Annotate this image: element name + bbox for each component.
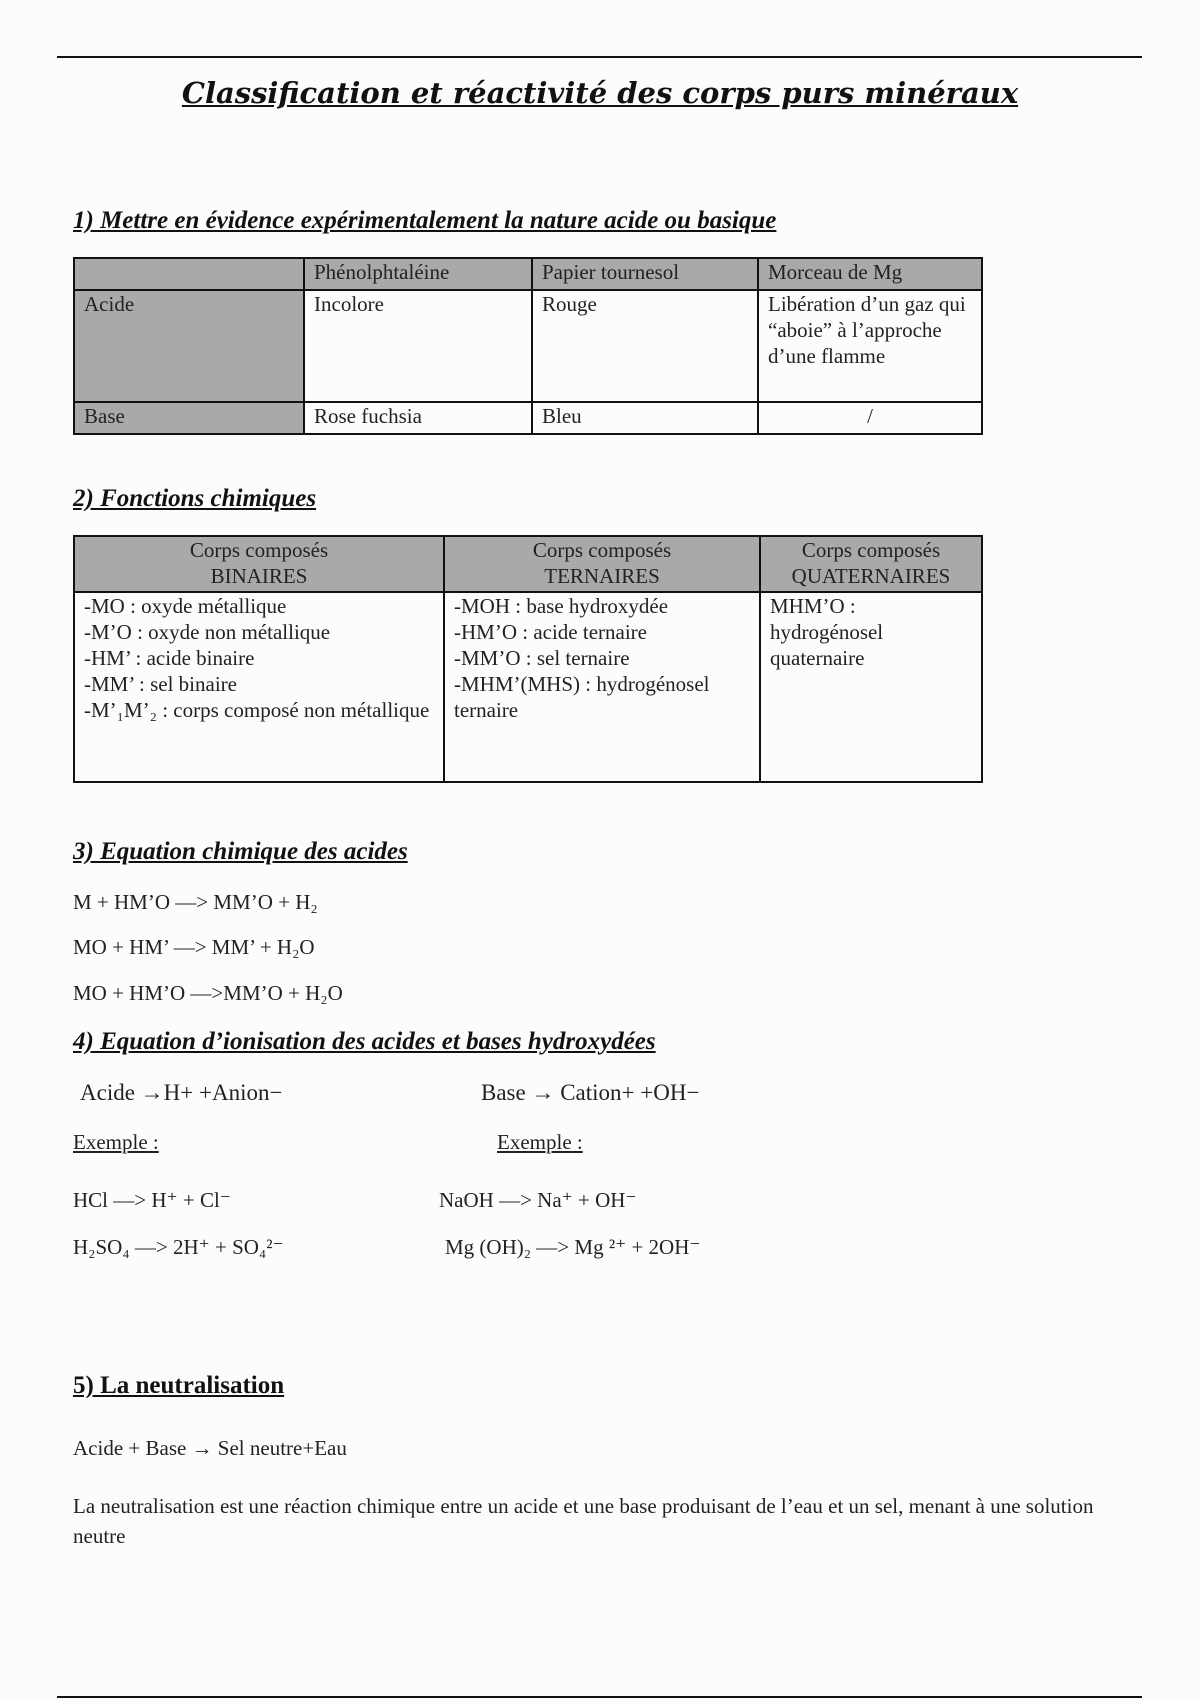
list-item: -M’O : oxyde non métallique — [84, 620, 331, 644]
row-header: Base — [74, 402, 304, 434]
indicator-table — [73, 257, 983, 435]
section5-heading: 5) La neutralisation — [73, 1372, 285, 1399]
col-header: Papier tournesol — [532, 258, 758, 290]
top-rule — [57, 56, 1142, 58]
col-header-ternaires — [444, 536, 760, 592]
header-line2: QUATERNAIRES — [791, 564, 951, 588]
col-header-quaternaires — [760, 536, 982, 592]
neutralisation-text: La neutralisation est une réaction chimique entre un acide et une base produisant de l’eau et un sel, menant à une solution neutre — [73, 1494, 1094, 1548]
acid-general-equation: Acide →H+ +Anion− — [80, 1080, 283, 1105]
acid-example-label: Exemple : — [73, 1130, 159, 1154]
list-item: -HM’ : acide binaire — [84, 646, 255, 670]
bottom-rule — [57, 1696, 1142, 1698]
equation-line: M + HM’O —> MM’O + H₂ — [73, 890, 318, 914]
header-line1: Corps composés — [801, 538, 941, 562]
table-cell: Bleu — [532, 402, 758, 434]
ternaires-cell — [444, 592, 760, 782]
section2-heading: 2) Fonctions chimiques — [73, 485, 317, 512]
table-cell: Rouge — [532, 290, 758, 402]
col-header-binaires — [74, 536, 444, 592]
table-cell: / — [758, 402, 982, 434]
list-item: -MO : oxyde métallique — [84, 594, 287, 618]
list-item: -MM’O : sel ternaire — [454, 646, 630, 670]
col-header: Morceau de Mg — [758, 258, 982, 290]
list-item: -MM’ : sel binaire — [84, 672, 237, 696]
quaternaires-cell — [760, 592, 982, 782]
base-example-label: Exemple : — [497, 1130, 583, 1154]
header-line2: BINAIRES — [210, 564, 308, 588]
binaires-cell — [74, 592, 444, 782]
functions-table — [73, 535, 983, 783]
table-cell: Rose fuchsia — [304, 402, 532, 434]
page-title: Classification et réactivité des corps purs minéraux — [181, 76, 1019, 110]
table-cell: Incolore — [304, 290, 532, 402]
header-line1: Corps composés — [189, 538, 329, 562]
acid-example: H₂SO₄ —> 2H⁺ + SO₄²⁻ — [73, 1235, 284, 1259]
list-item: -MHM’(MHS) : hydrogénosel ternaire — [454, 672, 710, 722]
equation-line: MO + HM’ —> MM’ + H₂O — [73, 935, 315, 959]
header-line1: Corps composés — [532, 538, 672, 562]
table-cell: Libération d’un gaz qui “aboie” à l’approche d’une flamme — [758, 290, 982, 402]
base-general-equation: Base → Cation+ +OH− — [481, 1080, 700, 1105]
header-line2: TERNAIRES — [544, 564, 660, 588]
list-item: -MOH : base hydroxydée — [454, 594, 669, 618]
corner-cell — [74, 258, 304, 290]
equation-line: MO + HM’O —>MM’O + H₂O — [73, 981, 343, 1005]
col-header: Phénolphtaléine — [304, 258, 532, 290]
list-item: MHM’O : hydrogénosel quaternaire — [770, 594, 884, 670]
acid-example: HCl —> H⁺ + Cl⁻ — [73, 1188, 231, 1212]
section1-heading: 1) Mettre en évidence expérimentalement la nature acide ou basique — [73, 207, 777, 234]
list-item: -HM’O : acide ternaire — [454, 620, 647, 644]
list-item: -M’₁M’₂ : corps composé non métallique — [84, 698, 430, 722]
row-header: Acide — [74, 290, 304, 402]
section4-heading: 4) Equation d’ionisation des acides et bases hydroxydées — [73, 1028, 656, 1055]
section3-heading: 3) Equation chimique des acides — [73, 838, 408, 865]
neutralisation-equation: Acide + Base → Sel neutre+Eau — [73, 1436, 347, 1460]
base-example: NaOH —> Na⁺ + OH⁻ — [439, 1188, 637, 1212]
base-example: Mg (OH)₂ —> Mg ²⁺ + 2OH⁻ — [445, 1235, 701, 1259]
